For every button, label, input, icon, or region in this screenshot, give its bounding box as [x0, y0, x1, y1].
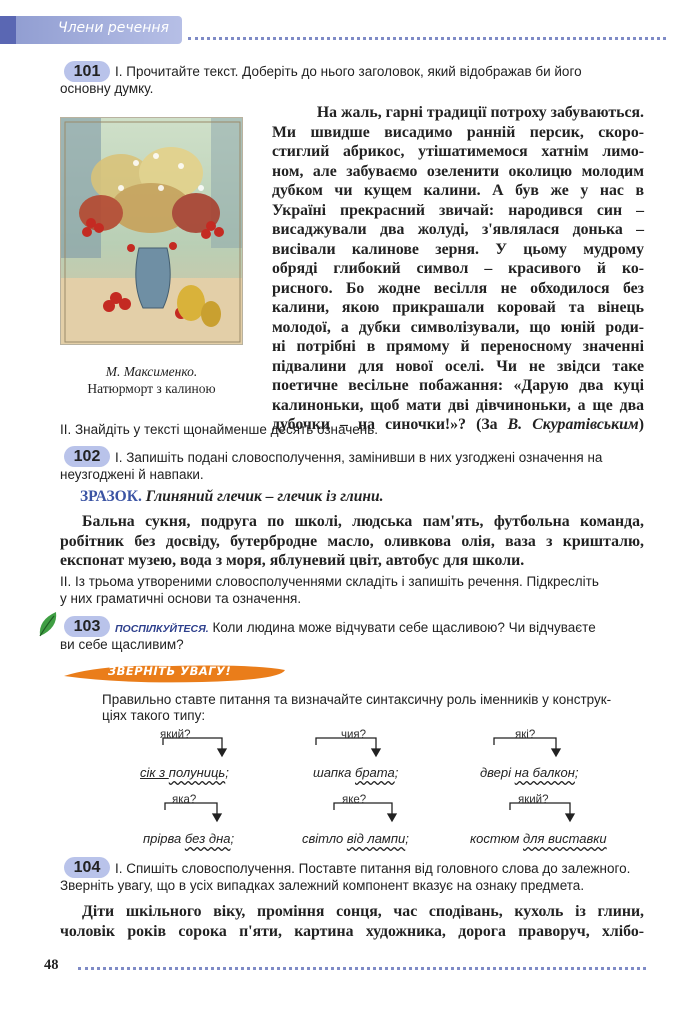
- exercise-number-104: 104: [64, 857, 110, 878]
- diagram-dependent-6: для виставки: [523, 831, 607, 846]
- phrase-line: чоловік років сорока п'яти, картина художника, дорога праворуч, хлібо-: [60, 922, 644, 940]
- exercise-101-text: [272, 103, 644, 435]
- text-line: поетичне весільне побажання: «Дарую два куці: [272, 377, 644, 394]
- diagram-tail-5: ;: [405, 831, 409, 846]
- text-line: підвалини для нової оселі. Чи не звідси таке: [272, 357, 644, 375]
- diagram-head-2: шапка: [313, 765, 356, 780]
- exercise-number-101: 101: [64, 61, 110, 82]
- diagram-phrase-6: [470, 831, 607, 846]
- diagram-question-3: які?: [515, 729, 536, 741]
- diagram-phrase-2: [313, 765, 398, 780]
- attention-line2: ціях такого типу:: [102, 708, 206, 723]
- section-header-stripe: [0, 16, 16, 44]
- text-line: висаджували два жолуді, з'являлася донька –: [272, 221, 644, 238]
- header-dotted-rule: [188, 37, 666, 40]
- text-line: рисного. Бо жодне весілля не обходилося без: [272, 279, 644, 297]
- exercise-104-phrases: [60, 902, 644, 941]
- text-end: ): [638, 416, 644, 433]
- phrase-line: Бальна сукня, подруга по школі, людська пам'ять, футбольна команда,: [82, 513, 644, 530]
- text-line: Ми швидше висадимо ранній персик, скоро-: [272, 123, 644, 141]
- exercise-101-task2: II. Знайдіть у тексті щонайменше десять означень.: [60, 422, 378, 437]
- attention-line1: Правильно ставте питання та визначайте синтаксичну роль іменників у конструк-: [102, 692, 612, 707]
- talk-question: Коли людина може відчувати себе щасливою? Чи відчуваєте: [212, 620, 596, 635]
- diagram-head-3: двері: [480, 765, 515, 780]
- diagram-question-5: яке?: [342, 794, 367, 806]
- diagram-tail-3: ;: [574, 765, 579, 780]
- exercise-102-phrases: [60, 512, 644, 571]
- exercise-103-task-line2: ви себе щасливим?: [60, 637, 184, 652]
- diagram-arrows: [0, 726, 700, 846]
- diagram-question-4: яка?: [172, 794, 197, 806]
- exercise-103-task-line1: [115, 619, 596, 638]
- diagram-question-2: чия?: [341, 729, 367, 741]
- phrase-line: Діти шкільного віку, проміння сонця, час сподівань, кухоль із глини,: [82, 903, 644, 920]
- exercise-102-task2-line2: у них граматичні основи та означення.: [60, 591, 302, 606]
- diagram-tail-2: ;: [394, 765, 399, 780]
- diagram-phrase-5: [302, 831, 409, 846]
- diagram-phrase-1: [140, 765, 229, 780]
- diagram-tail-1: ;: [225, 765, 229, 780]
- exercise-102-task-line2: неузгоджені й навпаки.: [60, 467, 204, 482]
- text-line: калиноньки, щоб мати дві дівчиноньки, а ще два: [272, 396, 644, 414]
- text-line: обряді глибокий символ – красивого й ко-: [272, 260, 644, 277]
- diagram-head-4: прірва: [143, 831, 185, 846]
- page-number: 48: [44, 957, 59, 973]
- exercise-101-task-line2: основну думку.: [60, 81, 154, 96]
- diagram-dependent-3: на балкон: [514, 765, 575, 780]
- text-line: калини, якою прикрашали коровай та вінець: [272, 299, 644, 316]
- text-line: молодої, а дубки символізували, що юній роди-: [272, 318, 644, 336]
- text-line: стиглий абрикос, утішатимемося хатнім лимо-: [272, 143, 644, 160]
- diagram-dependent-2: брата: [355, 765, 395, 780]
- exercise-101-task-line1: I. Прочитайте текст. Доберіть до нього заголовок, який відображав би його: [115, 64, 582, 79]
- painting-still-life-viburnum: [60, 117, 243, 345]
- painting-caption-title: Натюрморт з калиною: [87, 381, 216, 396]
- phrase-line: робітник без досвіду, бутербродне масло, оливкова олія, ваза з кришталю,: [60, 532, 644, 550]
- diagram-tail-4: ;: [230, 831, 235, 846]
- painting-caption-author: М. Максименко.: [105, 364, 198, 379]
- text-line: На жаль, гарні традиції потроху забуваються.: [316, 104, 644, 121]
- diagram-phrase-4: [143, 831, 234, 846]
- diagram-dependent-1: полуниць: [168, 765, 226, 780]
- sample-label: ЗРАЗОК.: [80, 488, 142, 505]
- section-title: Члени речення: [58, 20, 169, 36]
- sample-text: Глиняний глечик – глечик із глини.: [145, 488, 384, 505]
- exercise-104-task-line1: I. Спишіть словосполучення. Поставте питання від головного слова до залежного.: [115, 861, 631, 876]
- text-author: В. Скуратівським: [507, 416, 639, 433]
- footer-dotted-rule: [78, 967, 646, 970]
- attention-banner-label: ЗВЕРНІТЬ УВАГУ!: [108, 664, 232, 678]
- exercise-102-task-line1: I. Запишіть подані словосполучення, замінивши в них узгоджені означення на: [115, 450, 603, 465]
- diagram-head-1: сік з: [140, 765, 169, 780]
- text-line: Україні прекрасний звичай: народився син –: [272, 201, 644, 219]
- text-line: ні потрібні в прямому й переносному значенні: [272, 338, 644, 355]
- exercise-104-task-line2: Зверніть увагу, що в усіх випадках залежний компонент вказує на ознаку предмета.: [60, 878, 585, 893]
- text-line: ном, але забуваємо озеленити околицю молодим: [272, 162, 644, 180]
- diagram-question-6: який?: [518, 794, 549, 806]
- exercise-number-102: 102: [64, 446, 110, 467]
- diagram-head-5: світло: [302, 831, 347, 846]
- exercise-102-task2-line1: II. Із трьома утвореними словосполученнями складіть і запишіть речення. Підкресліть: [60, 574, 599, 589]
- phrase-line: експонат музею, вода з моря, яблуневий цвіт, автобус для школи.: [60, 552, 525, 569]
- text-line: висівали калинове зерня. У цьому мудрому: [272, 240, 644, 258]
- exercise-number-103: 103: [64, 616, 110, 637]
- text-last-part: дубочки – на синочки!»? (За: [272, 416, 508, 433]
- diagram-head-6: костюм: [470, 831, 523, 846]
- diagram-phrase-3: [480, 765, 579, 780]
- exercise-102-sample: [80, 488, 383, 506]
- talk-label: ПОСПІЛКУЙТЕСЯ.: [115, 623, 209, 635]
- diagram-question-1: який?: [160, 729, 191, 741]
- diagram-dependent-5: від лампи: [346, 831, 406, 846]
- text-line: дубком чи кущем калини. А був же у нас в: [272, 182, 644, 199]
- diagram-dependent-4: без дна: [184, 831, 231, 846]
